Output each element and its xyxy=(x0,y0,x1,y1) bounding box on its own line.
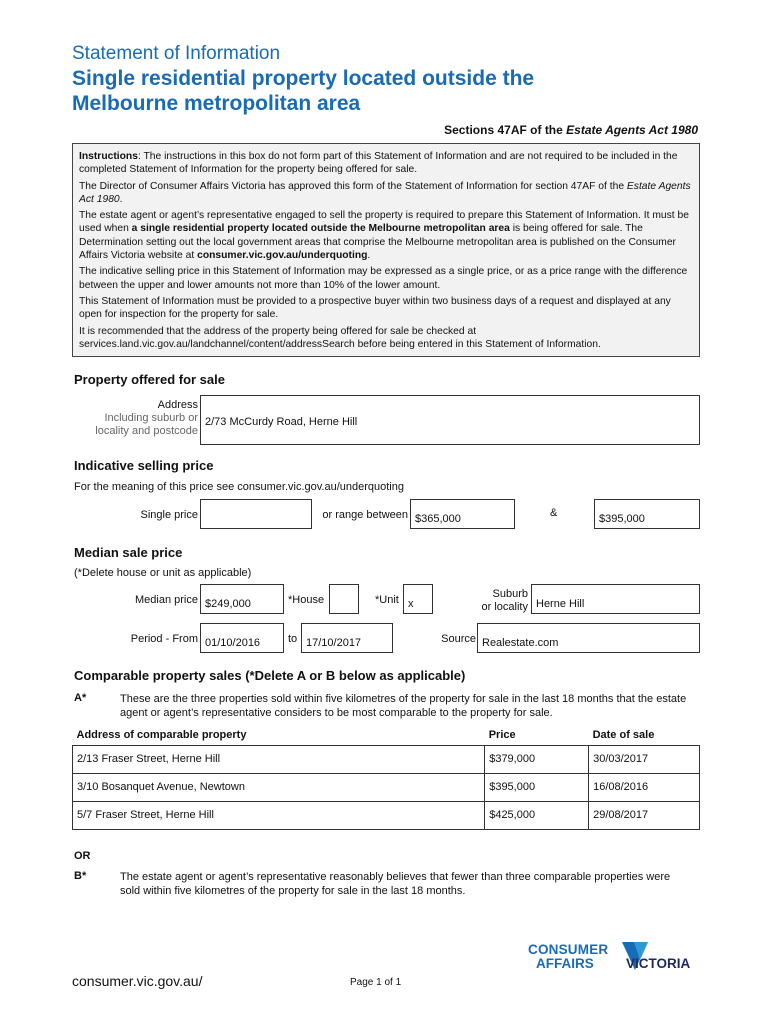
comparable-table xyxy=(72,725,700,830)
comparable-heading: Comparable property sales (*Delete A or B below as applicable) xyxy=(74,668,466,683)
address-field[interactable] xyxy=(200,395,700,445)
source-label: Source xyxy=(441,633,476,645)
or-label: OR xyxy=(74,850,91,862)
instructions-p6: It is recommended that the address of the property being offered for sale be checked at services.land.vic.gov.au/landchannel/content/addressSearch before being entered in this Statement of Information. xyxy=(79,325,601,350)
source-value: Realestate.com xyxy=(482,637,559,649)
median-price-label: Median price xyxy=(135,594,198,606)
indicative-heading: Indicative selling price xyxy=(74,458,214,473)
table-row xyxy=(73,745,700,773)
range-ampersand: & xyxy=(550,507,558,519)
instructions-p3-link[interactable]: consumer.vic.gov.au/underquoting xyxy=(197,250,368,262)
main-title-line2: Melbourne metropolitan area xyxy=(72,92,361,115)
house-label: *House xyxy=(288,594,325,606)
instructions-label: Instructions xyxy=(79,151,138,162)
source-field[interactable] xyxy=(477,623,700,653)
instructions-p2 xyxy=(79,180,693,207)
comparable-date-cell[interactable]: 16/08/2016 xyxy=(589,773,700,801)
instructions-p3 xyxy=(79,209,693,262)
footer-url[interactable]: consumer.vic.gov.au/ xyxy=(72,973,203,989)
period-from-value: 01/10/2016 xyxy=(205,637,261,649)
unit-value: x xyxy=(408,598,414,610)
suburb-label-1: Suburb xyxy=(492,588,528,600)
logo-line-consumer: CONSUMER xyxy=(528,942,609,957)
unit-field[interactable] xyxy=(403,584,433,614)
median-heading: Median sale price xyxy=(74,545,183,560)
col-date-header: Date of sale xyxy=(592,728,655,741)
comparable-address-cell[interactable]: 5/7 Fraser Street, Herne Hill xyxy=(73,801,485,829)
table-row xyxy=(73,773,700,801)
address-value: 2/73 McCurdy Road, Herne Hill xyxy=(205,416,358,428)
period-to-field[interactable] xyxy=(301,623,393,653)
median-price-value: $249,000 xyxy=(205,598,251,610)
address-label: Address xyxy=(157,399,198,411)
option-b-text: The estate agent or agent’s representative reasonably believes that fewer than three comparable properties were sold within five kilometres of the property for sale in the last 18 months. xyxy=(120,871,671,897)
logo-line-affairs: AFFAIRS xyxy=(536,956,594,971)
comparable-price-cell[interactable]: $395,000 xyxy=(485,773,589,801)
comparable-price-cell[interactable]: $425,000 xyxy=(485,801,589,829)
indicative-meaning: For the meaning of this price see consumer.vic.gov.au/underquoting xyxy=(74,481,404,493)
option-b-label: B* xyxy=(74,870,87,882)
instructions-p2-end: . xyxy=(119,193,123,205)
col-price-header: Price xyxy=(488,728,516,741)
comparable-address-cell[interactable]: 3/10 Bosanquet Avenue, Newtown xyxy=(73,773,485,801)
sections-act: Estate Agents Act 1980 xyxy=(566,123,698,137)
instructions-p3-bold: a single residential property located outside the Melbourne metropolitan area xyxy=(131,223,510,235)
range-high-field[interactable] xyxy=(594,499,700,529)
suburb-label-block xyxy=(440,588,528,614)
main-title xyxy=(72,66,534,116)
instructions-p5: This Statement of Information must be provided to a prospective buyer within two business days of a request and displayed at any open for inspection for the property for sale. xyxy=(79,295,671,321)
main-title-line1: Single residential property located outside the xyxy=(72,67,535,90)
period-to-value: 17/10/2017 xyxy=(306,637,362,649)
instructions-box xyxy=(72,143,700,357)
period-from-label: Period - From xyxy=(130,633,198,645)
sections-prefix: Sections 47AF of the xyxy=(444,123,567,137)
single-price-label: Single price xyxy=(140,509,198,521)
single-price-field[interactable] xyxy=(200,499,312,529)
period-from-field[interactable] xyxy=(200,623,284,653)
median-delete-note: (*Delete house or unit as applicable) xyxy=(74,567,252,579)
instructions-p2-text: The Director of Consumer Affairs Victoria has approved this form of the Statement of Information for section 47AF of the xyxy=(79,180,627,192)
instructions-p1 xyxy=(79,150,693,177)
sections-line xyxy=(444,123,698,137)
property-heading: Property offered for sale xyxy=(74,372,225,387)
doc-title: Statement of Information xyxy=(72,43,281,64)
comparable-date-cell[interactable]: 30/03/2017 xyxy=(589,745,700,773)
period-to-label: to xyxy=(288,633,298,645)
instructions-p3-end: . xyxy=(367,250,371,262)
consumer-affairs-logo xyxy=(528,940,704,984)
comparable-table-header xyxy=(73,725,700,745)
table-row xyxy=(73,801,700,829)
range-low-field[interactable] xyxy=(410,499,515,529)
col-address-header: Address of comparable property xyxy=(76,728,247,741)
range-low-value: $365,000 xyxy=(415,513,461,525)
logo-line-victoria: VICTORIA xyxy=(626,956,691,971)
instructions-p3-a: The estate agent or agent’s representative engaged to sell the property is required to prepare this Statement of Information. It must be used when xyxy=(79,210,689,235)
unit-label: *Unit xyxy=(375,594,399,606)
address-label-block xyxy=(72,399,198,438)
comparable-date-cell[interactable]: 29/08/2017 xyxy=(589,801,700,829)
instructions-p4: The indicative selling price in this Statement of Information may be expressed as a single price, or as a price range with the difference between the upper and lower amounts not more than 10% of the lower amount. xyxy=(79,266,688,291)
house-field[interactable] xyxy=(329,584,359,614)
instructions-p2-act: Estate Agents Act 1980 xyxy=(79,180,691,205)
comparable-address-cell[interactable]: 2/13 Fraser Street, Herne Hill xyxy=(73,745,485,773)
option-a-text: These are the three properties sold within five kilometres of the property for sale in the last 18 months that the estate agent or agent’s representative considers to be most comparable to the property for sale. xyxy=(120,693,687,719)
suburb-value: Herne Hill xyxy=(536,598,585,610)
comparable-price-cell[interactable]: $379,000 xyxy=(485,745,589,773)
range-label: or range between xyxy=(322,509,408,521)
suburb-field[interactable] xyxy=(531,584,700,614)
address-sublabel-1: Including suburb or xyxy=(104,412,198,424)
range-high-value: $395,000 xyxy=(599,513,645,525)
suburb-label-2: or locality xyxy=(481,601,528,613)
instructions-p1-text: : The instructions in this box do not form part of this Statement of Information and are not required to be included in the completed Statement of Information for the property being offered for sale. xyxy=(79,151,678,176)
page-number: Page 1 of 1 xyxy=(350,977,402,988)
median-price-field[interactable] xyxy=(200,584,284,614)
address-sublabel-2: locality and postcode xyxy=(95,425,198,437)
instructions-p3-b: is being offered for sale. The Determination setting out the local government areas that comprise the Melbourne metropolitan area is published on the Consumer Affairs Victoria website at xyxy=(79,223,676,262)
option-a-label: A* xyxy=(74,692,87,704)
